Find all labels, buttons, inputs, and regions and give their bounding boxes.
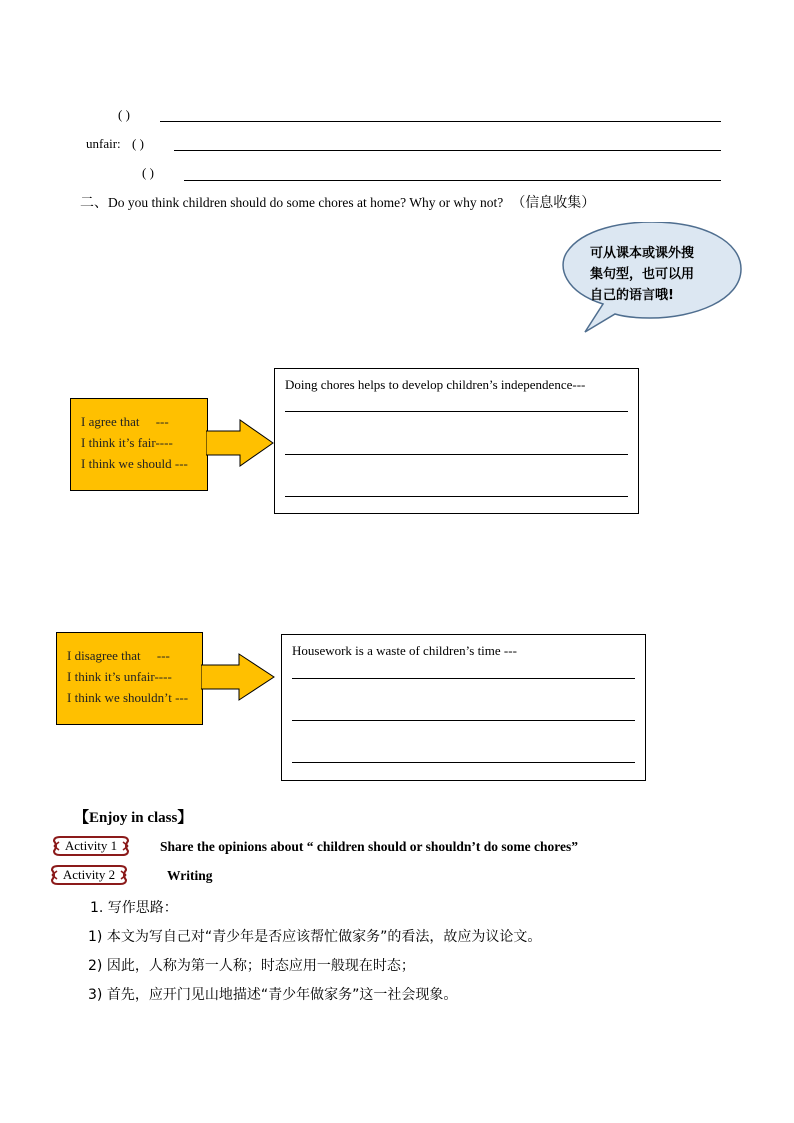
- disagree-answer-line-2[interactable]: [292, 720, 635, 721]
- agree-answer-line-3[interactable]: [285, 496, 628, 497]
- agree-answer-prompt: Doing chores helps to develop children’s independence---: [285, 377, 586, 392]
- agree-phrase-1: I agree that ---: [81, 414, 169, 429]
- paren-blank-2[interactable]: ( ): [132, 136, 144, 151]
- disagree-phrase-1: I disagree that ---: [67, 648, 170, 663]
- question-number: 二、: [80, 195, 108, 211]
- writing-point-1: 1) 本文为写自己对“青少年是否应该帮忙做家务”的看法，故应为议论文。: [88, 929, 542, 945]
- disagree-phrase-2: I think it’s unfair----: [67, 669, 172, 684]
- agree-phrase-2: I think it’s fair----: [81, 435, 173, 450]
- answer-line-1[interactable]: [160, 121, 721, 122]
- disagree-phrase-3: I think we shouldn’t ---: [67, 690, 189, 705]
- agree-answer-line-2[interactable]: [285, 454, 628, 455]
- activity-2-badge: [50, 864, 128, 886]
- writing-point-3: 3) 首先，应开门见山地描述“青少年做家务”这一社会现象。: [88, 987, 458, 1003]
- writing-ideas-heading: 1. 写作思路：: [90, 900, 178, 916]
- row-label-unfair: unfair:: [86, 136, 121, 151]
- disagree-answer-line-1[interactable]: [292, 678, 635, 679]
- activity-1-text: Share the opinions about “ children should or shouldn’t do some chores”: [160, 839, 578, 854]
- bubble-line-1: 可从课本或课外搜: [590, 246, 695, 261]
- agree-phrase-3: I think we should ---: [81, 456, 188, 471]
- agree-phrases-box: [70, 398, 208, 491]
- answer-line-2[interactable]: [174, 150, 721, 151]
- activity-2-label: Activity 2: [62, 867, 116, 882]
- activity-1-label: Activity 1: [64, 838, 118, 853]
- agree-answer-box: [274, 368, 639, 514]
- right-arrow-icon: [201, 653, 277, 703]
- enjoy-heading: 【Enjoy in class】: [74, 810, 193, 826]
- paren-blank-3[interactable]: ( ): [142, 165, 154, 180]
- bubble-line-3: 自己的语言哦!: [590, 288, 674, 303]
- disagree-answer-line-3[interactable]: [292, 762, 635, 763]
- bubble-line-2: 集句型，也可以用: [590, 267, 695, 282]
- question-line: [80, 192, 595, 212]
- bubble-text: [590, 243, 720, 306]
- agree-answer-line-1[interactable]: [285, 411, 628, 412]
- disagree-phrases-box: [56, 632, 203, 725]
- answer-line-3[interactable]: [184, 180, 721, 181]
- paren-blank-1[interactable]: ( ): [118, 107, 130, 122]
- disagree-answer-prompt: Housework is a waste of children’s time ---: [292, 643, 517, 658]
- disagree-answer-box: [281, 634, 646, 781]
- question-text: Do you think children should do some chores at home? Why or why not?: [108, 195, 504, 210]
- right-arrow-icon: [206, 419, 276, 469]
- activity-1-badge: [52, 835, 130, 857]
- writing-point-2: 2) 因此，人称为第一人称；时态应用一般现在时态；: [88, 958, 415, 974]
- activity-2-text: Writing: [167, 868, 213, 883]
- question-note: （信息收集）: [511, 195, 596, 211]
